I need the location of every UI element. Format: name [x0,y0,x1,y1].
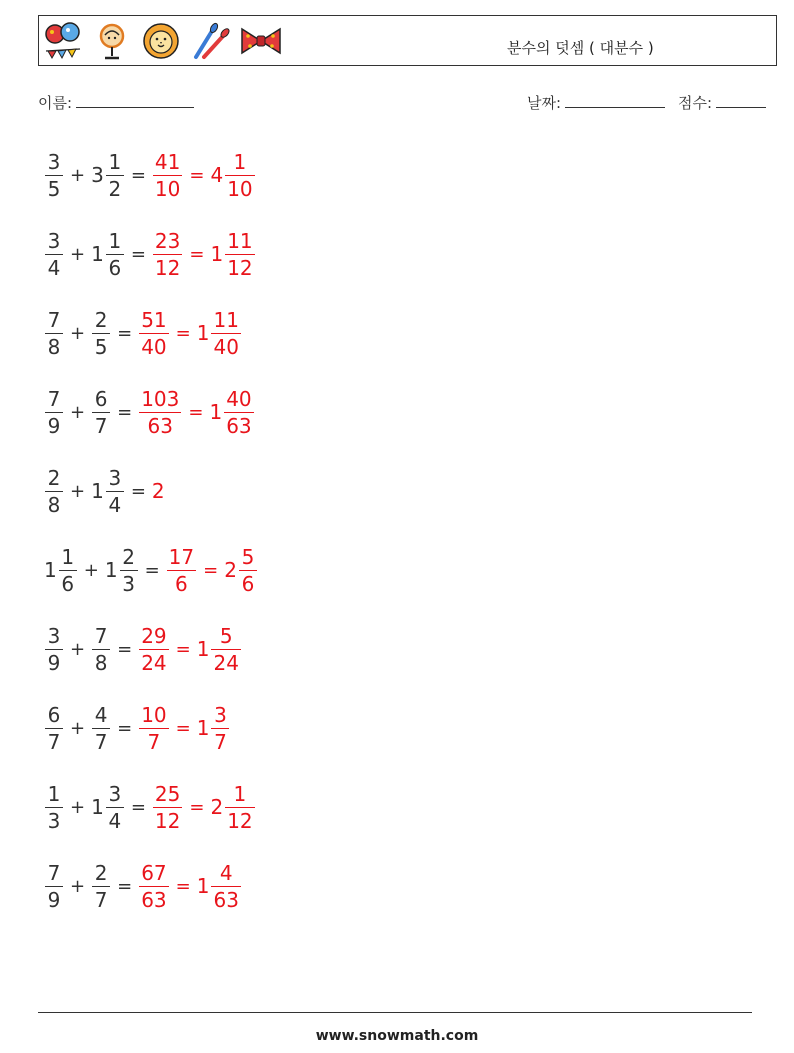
answer-mixed-term [197,617,242,681]
answer-mixed-numerator: 1 [233,781,247,806]
answer-improper-numerator: 10 [141,702,167,727]
answer-mixed-term [210,775,255,839]
answer-mixed-fraction [211,307,240,360]
plus-sign: + [70,322,86,344]
equals-sign: = [203,559,219,581]
answer-improper-fraction [139,860,168,913]
answer-mixed-fraction [211,623,240,676]
answer-mixed-numerator: 11 [227,228,253,253]
answer-improper-term [152,222,183,286]
answer-improper-denominator: 12 [154,808,181,833]
addend-b-denominator: 3 [122,571,135,596]
answer-mixed-fraction [211,702,229,755]
addend-b-fraction [92,860,110,913]
header-icons [43,21,287,61]
addend-a-fraction [45,860,63,913]
answer-improper-denominator: 12 [154,255,181,280]
addend-a-numerator: 1 [47,781,61,806]
addend-a-numerator: 3 [47,149,61,174]
addend-a-denominator: 4 [47,255,61,280]
equals-sign: = [130,796,146,818]
problem-row [44,854,258,933]
addend-b-fraction [120,544,138,597]
footer-url: www.snowmath.com [315,1028,479,1044]
addend-a-denominator: 8 [47,492,61,517]
addend-a-numerator: 7 [47,860,61,885]
answer-mixed-whole: 1 [196,321,210,345]
addend-b-denominator: 4 [108,808,122,833]
answer-mixed-whole: 1 [196,637,210,661]
addend-b-numerator: 4 [94,702,108,727]
answer-improper-numerator: 23 [154,228,181,253]
date-label: 날짜: [527,94,562,112]
balloons-icon [43,21,83,61]
addend-b-fraction [92,386,110,439]
answer-improper-term [138,696,169,760]
answer-improper-term [152,775,183,839]
addend-a-numerator: 7 [47,386,61,411]
equals-sign: = [189,243,205,265]
addend-a-denominator: 6 [61,571,75,596]
addend-b-numerator: 1 [108,228,122,253]
equals-sign: = [130,243,146,265]
problem-row [44,696,258,775]
addend-b-numerator: 6 [94,386,108,411]
addend-b-fraction [106,149,124,202]
addend-b-term [91,854,111,918]
answer-improper-term [138,301,169,365]
addend-b-denominator: 7 [94,729,108,754]
answer-mixed-whole: 1 [196,874,210,898]
date-blank [565,93,665,108]
answer-mixed-denominator: 24 [213,650,239,675]
addend-b-denominator: 8 [94,650,108,675]
plus-sign: + [70,164,86,186]
addend-a-term [44,617,64,681]
answer-mixed-numerator: 40 [226,386,252,411]
answer-mixed-term [224,538,258,602]
equals-sign: = [117,401,133,423]
answer-mixed-numerator: 1 [233,149,247,174]
addend-a-fraction [45,465,63,518]
addend-b-denominator: 2 [108,176,122,201]
addend-a-term [44,143,64,207]
answer-improper-denominator: 24 [141,650,167,675]
plus-sign: + [70,717,86,739]
addend-b-numerator: 3 [108,781,122,806]
answer-improper-denominator: 63 [141,887,167,912]
addend-a-fraction [45,386,63,439]
answer-mixed-numerator: 11 [213,307,239,332]
plus-sign: + [70,243,86,265]
score-label: 점수: [678,94,713,112]
plus-sign: + [70,638,86,660]
answer-mixed-fraction [225,228,254,281]
problem-row [44,775,258,854]
equals-sign: = [144,559,160,581]
addend-a-term [44,775,64,839]
answer-mixed-numerator: 4 [219,860,233,885]
addend-b-term [91,222,125,286]
addend-a-denominator: 3 [47,808,61,833]
score-blank [716,93,766,108]
addend-b-numerator: 2 [94,307,108,332]
answer-mixed-denominator: 7 [214,729,227,754]
answer-mixed-term [209,380,254,444]
addend-b-term [91,775,125,839]
addend-b-denominator: 5 [94,334,108,359]
addend-a-fraction [45,781,63,834]
addend-b-denominator: 7 [94,887,108,912]
answer-improper-fraction [153,781,182,834]
name-label: 이름: [38,94,73,112]
addend-b-fraction [92,307,110,360]
addend-a-whole: 1 [44,558,57,582]
answer-integer: 2 [151,479,165,503]
addend-a-denominator: 9 [47,413,61,438]
addend-b-numerator: 2 [94,860,108,885]
addend-a-term [44,538,78,602]
addend-b-fraction [106,465,124,518]
problem-row [44,380,258,459]
answer-improper-term [138,617,169,681]
addend-b-whole: 1 [91,795,104,819]
footer-divider [38,1012,752,1013]
answer-mixed-term [197,696,231,760]
addend-a-denominator: 5 [47,176,61,201]
equals-sign: = [175,717,191,739]
addend-b-whole: 1 [91,242,104,266]
addend-b-whole: 1 [104,558,118,582]
addend-b-term [105,538,139,602]
answer-mixed-numerator: 5 [219,623,233,648]
answer-improper-numerator: 67 [141,860,167,885]
answer-improper-numerator: 103 [141,386,180,411]
answer-improper-denominator: 6 [175,571,188,596]
addend-a-fraction [45,307,63,360]
plus-sign: + [83,559,99,581]
answer-improper-fraction [139,386,181,439]
addend-b-term [91,617,111,681]
addend-a-fraction [45,228,63,281]
answer-improper-fraction [153,149,182,202]
answer-improper-denominator: 10 [154,176,181,201]
addend-a-term [44,854,64,918]
answer-improper-fraction [139,702,168,755]
answer-mixed-fraction [225,781,254,834]
answer-mixed-whole: 1 [209,400,223,424]
addend-b-fraction [92,702,110,755]
answer-improper-term [138,380,182,444]
problem-list [44,143,258,933]
mirror-icon [92,21,132,61]
answer-mixed-denominator: 6 [241,571,255,596]
answer-mixed-term [197,301,242,365]
answer-improper-fraction [139,307,168,360]
answer-mixed-whole: 1 [210,242,224,266]
addend-a-numerator: 3 [47,623,61,648]
equals-sign: = [189,164,205,186]
answer-improper-numerator: 41 [154,149,181,174]
juggling-clubs-icon [190,21,230,61]
answer-improper-numerator: 29 [141,623,167,648]
answer-improper-term [152,143,183,207]
bow-tie-icon [239,21,283,61]
equals-sign: = [130,480,146,502]
equals-sign: = [175,875,191,897]
addend-b-fraction [106,781,124,834]
worksheet-title: 분수의 덧셈 ( 대분수 ) [507,39,654,57]
addend-a-term [44,222,64,286]
equals-sign: = [117,875,133,897]
name-blank [76,93,194,108]
answer-mixed-fraction [224,386,253,439]
answer-improper-denominator: 40 [141,334,167,359]
answer-improper-fraction [139,623,168,676]
answer-improper-fraction [167,544,196,597]
answer-mixed-denominator: 12 [227,255,253,280]
addend-a-numerator: 7 [47,307,61,332]
answer-improper-denominator: 63 [147,413,173,438]
addend-a-term [44,301,64,365]
addend-b-denominator: 7 [94,413,108,438]
plus-sign: + [70,401,86,423]
equals-sign: = [117,638,133,660]
addend-a-fraction [59,544,77,597]
answer-mixed-numerator: 3 [214,702,227,727]
answer-improper-numerator: 17 [168,544,195,569]
addend-a-term [44,696,64,760]
addend-a-denominator: 8 [47,334,61,359]
addend-b-numerator: 7 [94,623,108,648]
addend-b-term [91,380,111,444]
name-field [38,92,194,113]
equals-sign: = [175,638,191,660]
problem-row [44,143,258,222]
addend-b-term [91,301,111,365]
addend-a-numerator: 2 [47,465,61,490]
addend-a-denominator: 9 [47,887,61,912]
answer-mixed-fraction [239,544,257,597]
addend-a-denominator: 7 [47,729,61,754]
addend-b-fraction [106,228,124,281]
equals-sign: = [189,796,205,818]
equals-sign: = [188,401,204,423]
addend-a-term [44,380,64,444]
addend-b-whole: 1 [91,479,104,503]
addend-a-term [44,459,64,523]
addend-b-denominator: 6 [108,255,122,280]
plus-sign: + [70,480,86,502]
equals-sign: = [175,322,191,344]
problem-row [44,538,258,617]
addend-b-numerator: 2 [122,544,135,569]
addend-b-fraction [92,623,110,676]
answer-mixed-term [197,854,242,918]
answer-improper-numerator: 51 [141,307,167,332]
answer-mixed-fraction [225,149,254,202]
answer-mixed-term [210,222,255,286]
problem-row [44,459,258,538]
equals-sign: = [117,322,133,344]
addend-b-numerator: 3 [108,465,122,490]
answer-improper-fraction [153,228,182,281]
plus-sign: + [70,875,86,897]
answer-mixed-denominator: 40 [213,334,239,359]
equals-sign: = [130,164,146,186]
addend-b-numerator: 1 [108,149,122,174]
addend-a-denominator: 9 [47,650,61,675]
addend-a-fraction [45,702,63,755]
answer-mixed-whole: 1 [196,716,210,740]
addend-b-term [91,696,111,760]
addend-b-term [91,143,125,207]
answer-mixed-denominator: 12 [227,808,253,833]
answer-mixed-fraction [211,860,240,913]
addend-b-whole: 3 [91,163,104,187]
equals-sign: = [117,717,133,739]
answer-mixed-term [210,143,255,207]
plus-sign: + [70,796,86,818]
score-field [678,92,766,113]
answer-improper-term [138,854,169,918]
answer-mixed-whole: 4 [210,163,224,187]
answer-mixed-whole: 2 [224,558,237,582]
answer-mixed-whole: 2 [210,795,224,819]
lion-icon [141,21,181,61]
addend-a-fraction [45,149,63,202]
answer-improper-numerator: 25 [154,781,181,806]
worksheet-header [38,15,777,66]
addend-a-numerator: 3 [47,228,61,253]
problem-row [44,617,258,696]
answer-improper-denominator: 7 [147,729,161,754]
answer-mixed-denominator: 63 [213,887,239,912]
problem-row [44,222,258,301]
answer-mixed-denominator: 10 [227,176,253,201]
addend-b-term [91,459,125,523]
addend-b-denominator: 4 [108,492,122,517]
addend-a-numerator: 6 [47,702,61,727]
answer-mixed-denominator: 63 [226,413,252,438]
answer-improper-term [166,538,197,602]
answer-mixed-numerator: 5 [241,544,255,569]
problem-row [44,301,258,380]
addend-a-fraction [45,623,63,676]
addend-a-numerator: 1 [61,544,75,569]
date-field [527,92,665,113]
